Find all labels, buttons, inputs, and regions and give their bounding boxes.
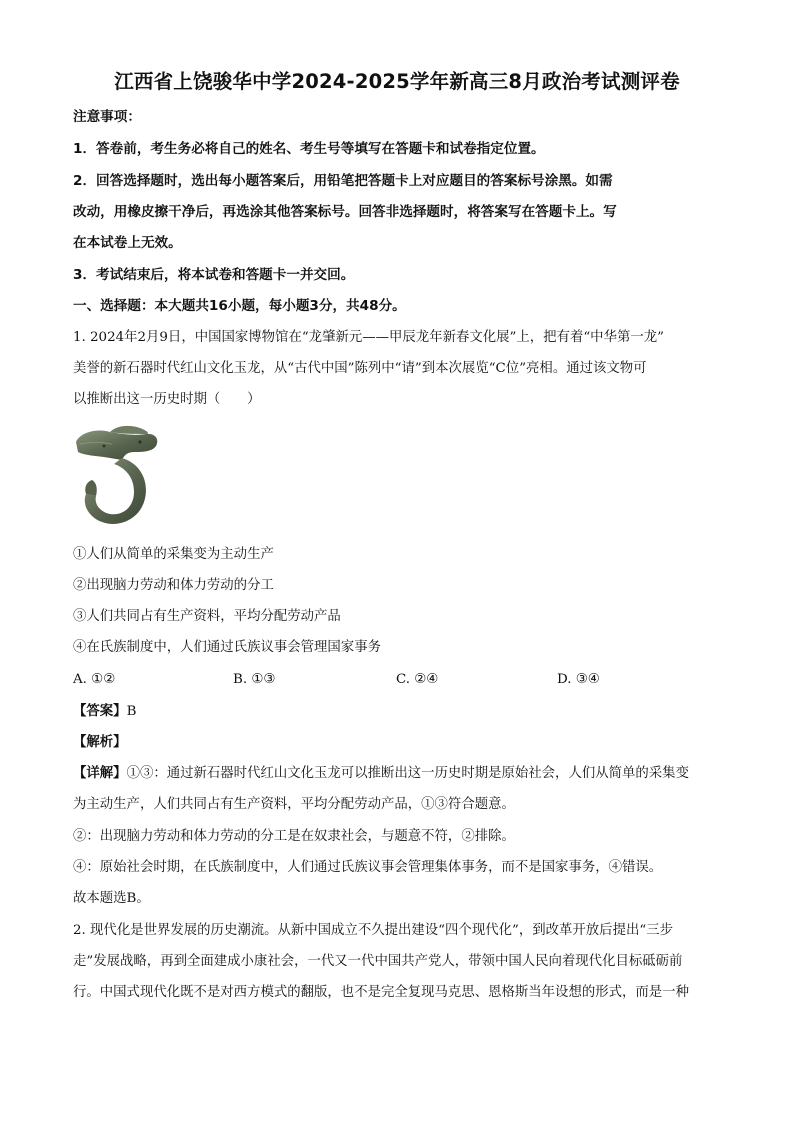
q1-explanation-line-4: ④：原始社会时期，在氏族制度中，人们通过氏族议事会管理集体事务，而不是国家事务，④错误。	[73, 860, 663, 875]
q1-statement-4: ④在氏族制度中，人们通过氏族议事会管理国家事务	[73, 640, 381, 655]
q1-analysis-label	[73, 734, 127, 752]
q1-stem-line-1: 1. 2024年2月9日，中国国家博物馆在“龙肇新元——甲辰龙年新春文化展”上，把有着“中华第一龙”	[73, 330, 664, 345]
q1-option-c: C. ②④	[396, 672, 439, 687]
notice-item-2-cont2: 在本试卷上无效。	[73, 235, 182, 251]
section-heading: 一、选择题：本大题共16小题，每小题3分，共48分。	[73, 298, 406, 314]
q1-explanation-line-1	[73, 765, 689, 783]
notice-item-2: 2．回答选择题时，选出每小题答案后，用铅笔把答题卡上对应题目的答案标号涂黑。如需	[73, 173, 613, 189]
q1-option-d: D. ③④	[557, 672, 600, 687]
detail-label: 【详解】	[73, 766, 127, 781]
q1-statement-3: ③人们共同占有生产资料，平均分配劳动产品	[73, 609, 341, 624]
notice-heading: 注意事项：	[73, 109, 141, 125]
q2-stem-line-3: 行。中国式现代化既不是对西方模式的翻版，也不是完全复现马克思、恩格斯当年设想的形式，而是一种	[73, 985, 689, 1000]
q1-option-a: A. ①②	[73, 672, 116, 687]
notice-item-3: 3．考试结束后，将本试卷和答题卡一并交回。	[73, 267, 355, 283]
jade-dragon-image	[70, 422, 164, 530]
q1-answer	[73, 703, 136, 721]
q1-conclusion: 故本题选B。	[73, 891, 150, 906]
q1-statement-2: ②出现脑力劳动和体力劳动的分工	[73, 578, 274, 593]
q1-statement-1: ①人们从简单的采集变为主动生产	[73, 547, 274, 562]
q1-explanation-line-2: 为主动生产，人们共同占有生产资料，平均分配劳动产品，①③符合题意。	[73, 797, 515, 812]
q2-stem-line-1: 2. 现代化是世界发展的历史潮流。从新中国成立不久提出建设“四个现代化”，到改革开放后提出“三步	[73, 923, 673, 938]
answer-label: 【答案】	[73, 704, 127, 719]
analysis-label: 【解析】	[73, 735, 127, 750]
notice-item-2-cont: 改动，用橡皮擦干净后，再选涂其他答案标号。回答非选择题时，将答案写在答题卡上。写	[73, 204, 617, 220]
answer-value: B	[126, 704, 137, 719]
q1-explanation-line-3: ②：出现脑力劳动和体力劳动的分工是在奴隶社会，与题意不符，②排除。	[73, 829, 515, 844]
explanation-text-1: ①③：通过新石器时代红山文化玉龙可以推断出这一历史时期是原始社会，人们从简单的采集变	[126, 766, 689, 781]
q1-stem-line-2: 美誉的新石器时代红山文化玉龙，从“古代中国”陈列中“请”到本次展览“C位”亮相。通过该文物可	[73, 361, 647, 376]
q2-stem-line-2: 走”发展战略，再到全面建成小康社会，一代又一代中国共产党人，带领中国人民向着现代化目标砥砺前	[73, 954, 683, 969]
notice-item-1: 1．答卷前，考生务必将自己的姓名、考生号等填写在答题卡和试卷指定位置。	[73, 141, 545, 157]
page-title: 江西省上饶骏华中学2024-2025学年新高三8月政治考试测评卷	[114, 70, 680, 93]
q1-stem-line-3: 以推断出这一历史时期（ ）	[73, 392, 261, 407]
q1-option-b: B. ①③	[233, 672, 276, 687]
